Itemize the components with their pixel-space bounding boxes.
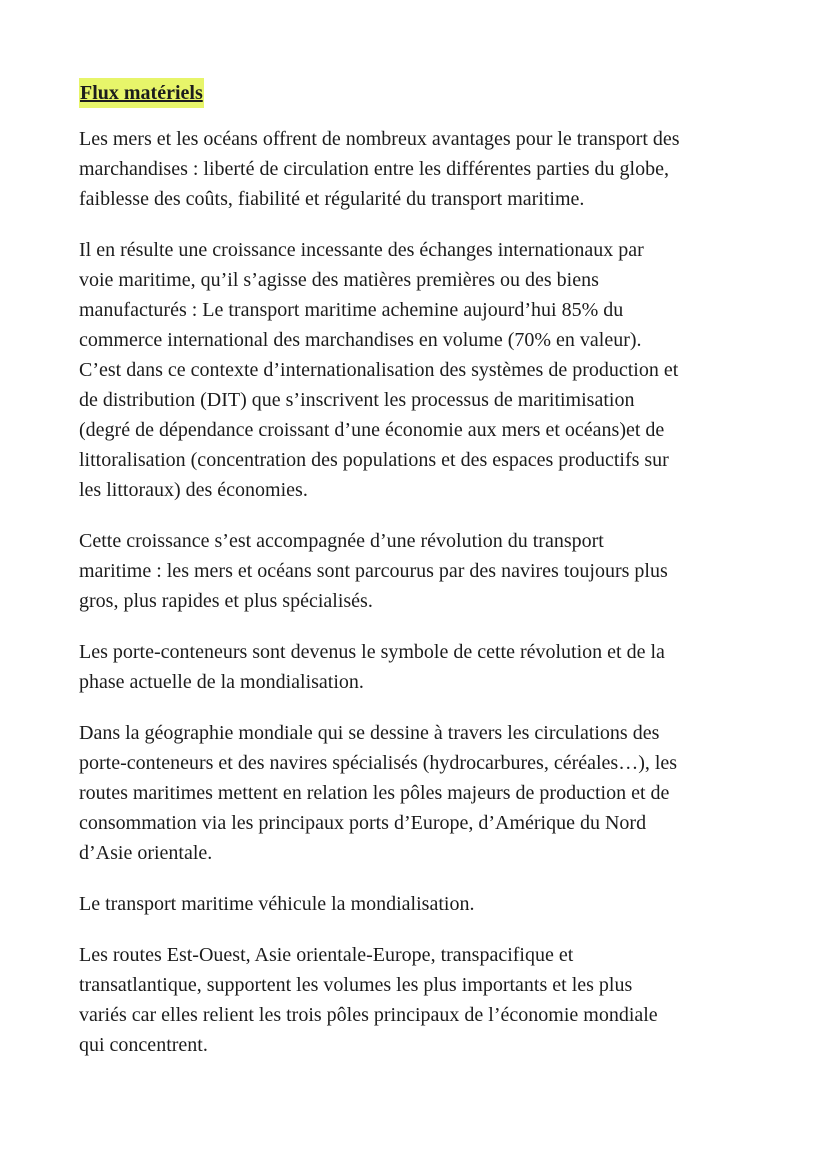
paragraph-1: Les mers et les océans offrent de nombreux avantages pour le transport des marchandises : liberté de circulation entre les différentes parties du globe, faiblesse des coûts, fiabilité et régularité du transport maritime. <box>79 128 680 210</box>
document-page <box>79 78 759 1081</box>
paragraph-6: Le transport maritime véhicule la mondialisation. <box>79 893 475 915</box>
paragraph-2: Il en résulte une croissance incessante des échanges internationaux par voie maritime, qu’il s’agisse des matières premières ou des biens manufacturés : Le transport maritime achemine aujourd’hui 85% du commerce international des marchandises en volume (70% en valeur). C’est dans ce contexte d’internationalisation des systèmes de production et de distribution (DIT) que s’inscrivent les processus de maritimisation (degré de dépendance croissant d’une économie aux mers et océans)et de littoralisation (concentration des populations et des espaces productifs sur les littoraux) des économies. <box>79 239 679 501</box>
paragraph-4: Les porte-conteneurs sont devenus le symbole de cette révolution et de la phase actuelle de la mondialisation. <box>79 641 665 693</box>
title-row <box>79 78 759 108</box>
paragraph-3: Cette croissance s’est accompagnée d’une révolution du transport maritime : les mers et océans sont parcourus par des navires toujours plus gros, plus rapides et plus spécialisés. <box>79 530 668 612</box>
section-title: Flux matériels <box>79 78 204 108</box>
paragraph-7: Les routes Est-Ouest, Asie orientale-Europe, transpacifique et transatlantique, supportent les volumes les plus importants et les plus variés car elles relient les trois pôles principaux de l’économie mondiale qui concentrent. <box>79 944 658 1056</box>
paragraph-5: Dans la géographie mondiale qui se dessine à travers les circulations des porte-conteneurs et des navires spécialisés (hydrocarbures, céréales…), les routes maritimes mettent en relation les pôles majeurs de production et de consommation via les principaux ports d’Europe, d’Amérique du Nord d’Asie orientale. <box>79 722 678 864</box>
